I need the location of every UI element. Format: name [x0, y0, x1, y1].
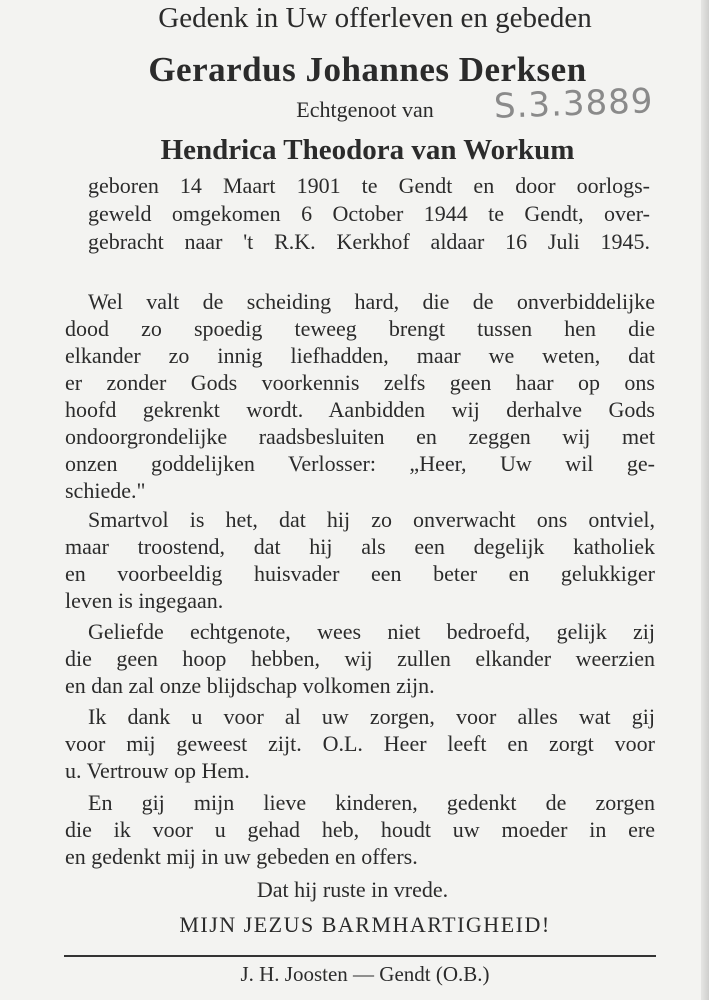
paragraph-line: Geliefde echtgenote, wees niet bedroefd, gelijk zij [88, 619, 655, 644]
spouse-name: Hendrica Theodora van Workum [160, 134, 575, 166]
printer-credit: J. H. Joosten — Gendt (O.B.) [240, 962, 490, 986]
paragraph-line: u. Vertrouw op Hem. [65, 758, 250, 783]
paragraph-line: onzen goddelijken Verlosser: „Heer, Uw wil ge- [65, 451, 655, 476]
detail-line: geboren 14 Maart 1901 te Gendt en door oorlogs- [88, 173, 650, 198]
paragraph-line: Smartvol is het, dat hij zo onverwacht ons ontviel, [88, 507, 655, 532]
divider [64, 955, 656, 957]
paragraph-line: Ik dank u voor al uw zorgen, voor alles wat gij [88, 704, 655, 729]
closing-prayer: MIJN JEZUS BARMHARTIGHEID! [179, 912, 551, 937]
paragraph-line: maar troostend, dat hij als een degelijk katholiek [65, 534, 655, 559]
detail-line: geweld omgekomen 6 October 1944 te Gendt, over- [88, 201, 650, 226]
paragraph-line: hoofd gekrenkt wordt. Aanbidden wij derhalve Gods [65, 397, 655, 422]
paragraph-line: en voorbeeldig huisvader een beter en gelukkiger [65, 561, 655, 586]
paragraph-line: leven is ingegaan. [65, 588, 224, 613]
paragraph-line: ondoorgrondelijke raadsbesluiten en zeggen wij met [65, 424, 655, 449]
paragraph-line: en gedenkt mij in uw gebeden en offers. [65, 844, 418, 869]
paragraph-line: En gij mijn lieve kinderen, gedenkt de zorgen [88, 790, 655, 815]
detail-line: gebracht naar 't R.K. Kerkhof aldaar 16 Juli 1945. [88, 229, 650, 254]
card-edge [701, 0, 709, 1000]
rest-in-peace: Dat hij ruste in vrede. [256, 877, 449, 902]
paragraph-line: er zonder Gods voorkennis zelfs geen haar op ons [65, 370, 655, 395]
paragraph-line: schiede." [65, 478, 146, 503]
paragraph-line: elkander zo innig liefhadden, maar we weten, dat [65, 343, 655, 368]
paragraph-line: en dan zal onze blijdschap volkomen zijn. [65, 673, 435, 698]
paragraph-line: dood zo spoedig teweeg brengt tussen hen die [65, 316, 655, 341]
relation: Echtgenoot van [296, 97, 434, 122]
paragraph-line: die geen hoop hebben, wij zullen elkander weerzien [65, 646, 655, 671]
paragraph-line: die ik voor u gehad heb, houdt uw moeder in ere [65, 817, 655, 842]
invocation: Gedenk in Uw offerleven en gebeden [158, 2, 592, 34]
paragraph-line: voor mij geweest zijt. O.L. Heer leeft en zorgt voor [65, 731, 655, 756]
deceased-name: Gerardus Johannes Derksen [148, 50, 587, 89]
paragraph-line: Wel valt de scheiding hard, die de onverbiddelijke [88, 289, 655, 314]
handwritten-note: S.3.3889 [493, 81, 655, 127]
